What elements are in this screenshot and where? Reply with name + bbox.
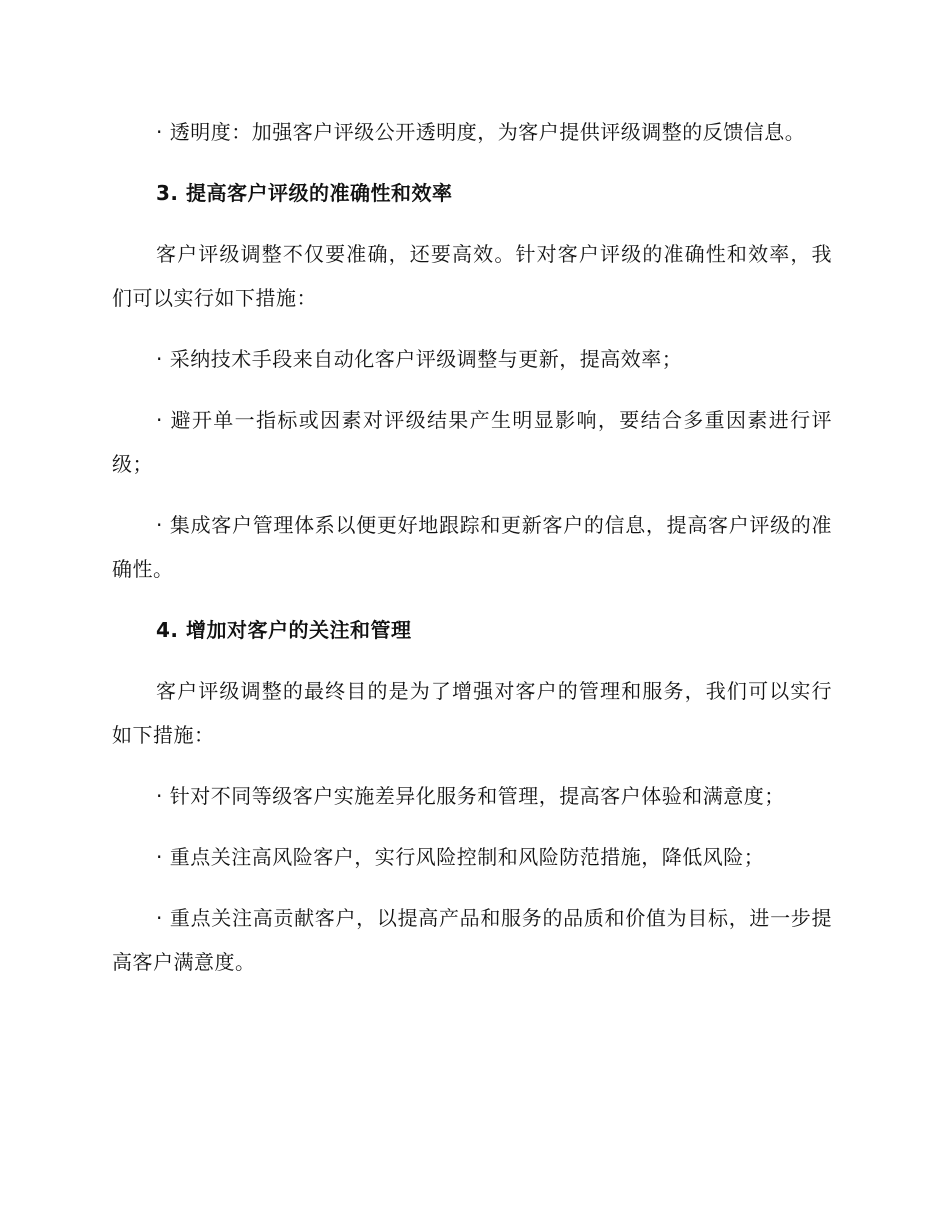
paragraph-customer-management: 客户评级调整的最终目的是为了增强对客户的管理和服务，我们可以实行如下措施： [112, 679, 832, 747]
bullet-high-risk-customers: · 重点关注高风险客户，实行风险控制和风险防范措施，降低风险； [156, 845, 765, 869]
bullet-multiple-factors: · 避开单一指标或因素对评级结果产生明显影响，要结合多重因素进行评级； [112, 408, 832, 476]
bullet-high-contribution-customers: · 重点关注高贡献客户，以提高产品和服务的品质和价值为目标，进一步提高客户满意度。 [112, 906, 832, 974]
section-heading-4: 4. 增加对客户的关注和管理 [156, 618, 412, 642]
section-heading-3: 3. 提高客户评级的准确性和效率 [156, 181, 453, 205]
document-body [112, 110, 832, 1001]
bullet-transparency: · 透明度：加强客户评级公开透明度，为客户提供评级调整的反馈信息。 [156, 120, 806, 144]
bullet-customer-management-system: · 集成客户管理体系以便更好地跟踪和更新客户的信息，提高客户评级的准确性。 [112, 513, 832, 581]
bullet-automation: · 采纳技术手段来自动化客户评级调整与更新，提高效率； [156, 347, 683, 371]
paragraph-accuracy-efficiency: 客户评级调整不仅要准确，还要高效。针对客户评级的准确性和效率，我们可以实行如下措施： [112, 242, 832, 310]
bullet-differentiated-service: · 针对不同等级客户实施差异化服务和管理，提高客户体验和满意度； [156, 784, 785, 808]
